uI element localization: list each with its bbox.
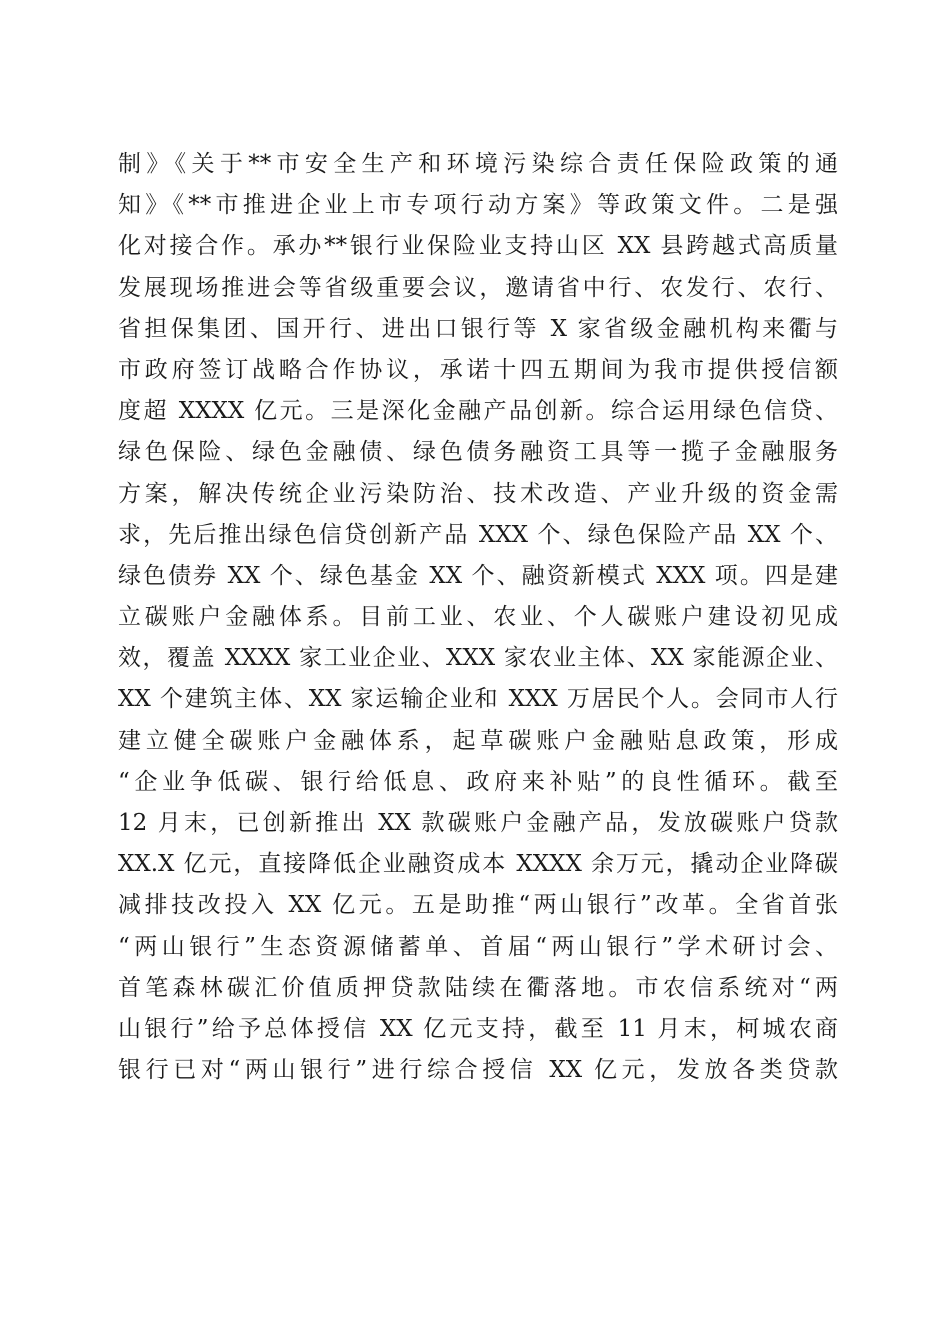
text-line-18: XX.X 亿元，直接降低企业融资成本 XXXX 余万元，撬动企业降碳 bbox=[118, 851, 838, 878]
text-line-21: 首笔森林碳汇价值质押贷款陆续在衢落地。市农信系统对“两 bbox=[118, 974, 838, 1001]
text-line-10: 求，先后推出绿色信贷创新产品 XXX 个、绿色保险产品 XX 个、 bbox=[118, 521, 838, 548]
text-line-1: 制》《关于**市安全生产和环境污染综合责任保险政策的通 bbox=[118, 151, 838, 177]
text-line-22: 山银行”给予总体授信 XX 亿元支持，截至 11 月末，柯城农商 bbox=[118, 1015, 838, 1042]
text-line-9: 方案，解决传统企业污染防治、技术改造、产业升级的资金需 bbox=[118, 480, 838, 507]
body-paragraph bbox=[118, 144, 838, 1091]
text-line-12: 立碳账户金融体系。目前工业、农业、个人碳账户建设初见成 bbox=[118, 604, 838, 631]
text-line-17: 12 月末，已创新推出 XX 款碳账户金融产品，发放碳账户贷款 bbox=[118, 810, 838, 836]
text-line-7: 度超 XXXX 亿元。三是深化金融产品创新。综合运用绿色信贷、 bbox=[118, 398, 838, 425]
text-line-11: 绿色债券 XX 个、绿色基金 XX 个、融资新模式 XXX 项。四是建 bbox=[118, 562, 838, 589]
text-line-4: 发展现场推进会等省级重要会议，邀请省中行、农发行、农行、 bbox=[118, 274, 838, 301]
text-line-5: 省担保集团、国开行、进出口银行等 X 家省级金融机构来衢与 bbox=[118, 315, 838, 342]
text-line-15: 建立健全碳账户金融体系，起草碳账户金融贴息政策，形成 bbox=[118, 727, 838, 754]
text-line-8: 绿色保险、绿色金融债、绿色债务融资工具等一揽子金融服务 bbox=[118, 439, 838, 466]
text-line-3: 化对接合作。承办**银行业保险业支持山区 XX 县跨越式高质量 bbox=[118, 233, 838, 260]
text-line-14: XX 个建筑主体、XX 家运输企业和 XXX 万居民个人。会同市人行 bbox=[118, 686, 838, 713]
text-line-16: “企业争低碳、银行给低息、政府来补贴”的良性循环。截至 bbox=[118, 768, 838, 795]
text-line-13: 效，覆盖 XXXX 家工业企业、XXX 家农业主体、XX 家能源企业、 bbox=[118, 645, 838, 672]
text-line-6: 市政府签订战略合作协议，承诺十四五期间为我市提供授信额 bbox=[118, 356, 838, 383]
text-line-19: 减排技改投入 XX 亿元。五是助推“两山银行”改革。全省首张 bbox=[118, 892, 838, 919]
text-line-23: 银行已对“两山银行”进行综合授信 XX 亿元，发放各类贷款 bbox=[118, 1057, 838, 1084]
text-line-20: “两山银行”生态资源储蓄单、首届“两山银行”学术研讨会、 bbox=[118, 933, 838, 960]
text-line-2: 知》《**市推进企业上市专项行动方案》等政策文件。二是强 bbox=[118, 192, 838, 219]
